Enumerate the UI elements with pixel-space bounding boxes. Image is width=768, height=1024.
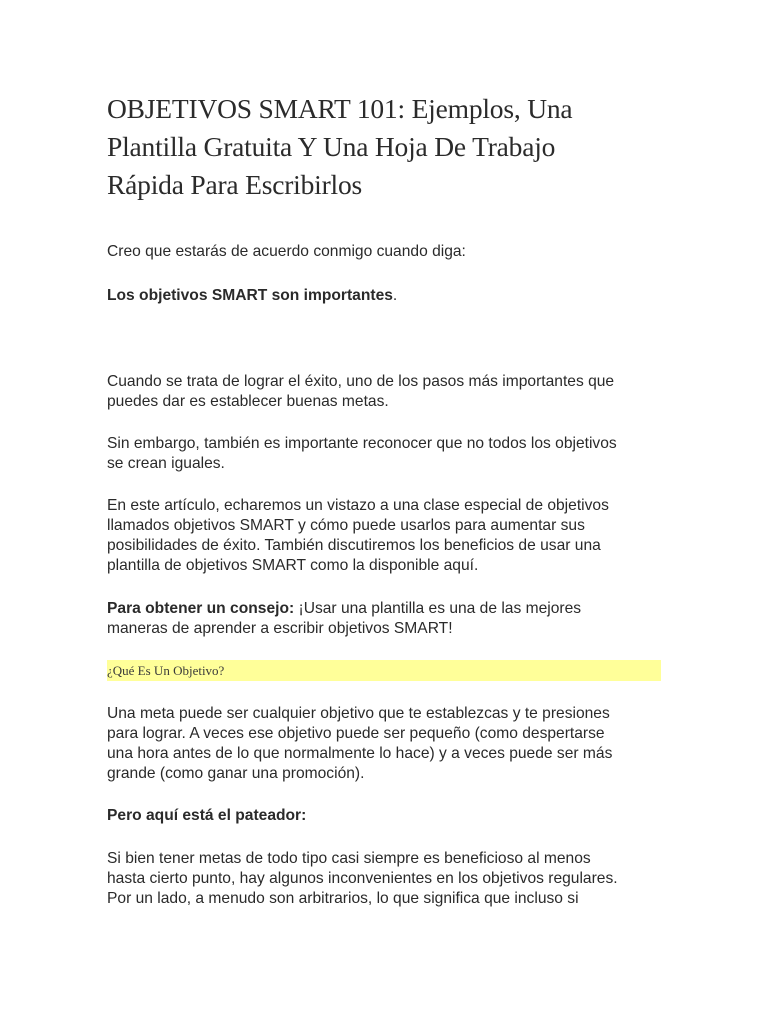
paragraph-line: Una meta puede ser cualquier objetivo que te establezcas y te presiones xyxy=(107,705,610,722)
intro-paragraph: Creo que estarás de acuerdo conmigo cuando diga: xyxy=(107,243,466,260)
paragraph-line: para lograr. A veces ese objetivo puede ser pequeño (como despertarse xyxy=(107,725,605,742)
paragraph-line: En este artículo, echaremos un vistazo a una clase especial de objetivos xyxy=(107,497,609,514)
paragraph-line: plantilla de objetivos SMART como la disponible aquí. xyxy=(107,557,479,574)
tip-paragraph xyxy=(107,599,687,639)
paragraph-line: una hora antes de lo que normalmente lo hace) y a veces puede ser más xyxy=(107,745,613,762)
article-title xyxy=(107,90,707,204)
paragraph-goal-definition xyxy=(107,704,687,784)
kicker-paragraph: Pero aquí está el pateador: xyxy=(107,807,307,824)
paragraph-line: Si bien tener metas de todo tipo casi siempre es beneficioso al menos xyxy=(107,850,591,867)
paragraph-line: Por un lado, a menudo son arbitrarios, lo que significa que incluso si xyxy=(107,890,579,907)
paragraph-success xyxy=(107,372,687,412)
statement-paragraph xyxy=(107,286,667,306)
tip-line xyxy=(107,599,687,619)
paragraph-not-equal xyxy=(107,434,687,474)
article-title-line: Rápida Para Escribirlos xyxy=(107,169,363,200)
paragraph-line: grande (como ganar una promoción). xyxy=(107,765,365,782)
statement-bold-text: Los objetivos SMART son importantes xyxy=(107,287,393,304)
paragraph-line: posibilidades de éxito. También discutiremos los beneficios de usar una xyxy=(107,537,601,554)
paragraph-line: puedes dar es establecer buenas metas. xyxy=(107,393,389,410)
paragraph-line: hasta cierto punto, hay algunos inconvenientes en los objetivos regulares. xyxy=(107,870,618,887)
section-heading-highlight xyxy=(107,660,661,681)
article-title-line: Plantilla Gratuita Y Una Hoja De Trabajo xyxy=(107,131,556,162)
section-heading: ¿Qué Es Un Objetivo? xyxy=(107,663,225,678)
statement-period: . xyxy=(392,287,398,304)
tip-label: Para obtener un consejo: xyxy=(107,600,295,617)
paragraph-line: Sin embargo, también es importante reconocer que no todos los objetivos xyxy=(107,435,617,452)
paragraph-article-overview xyxy=(107,496,687,576)
tip-line: maneras de aprender a escribir objetivos SMART! xyxy=(107,620,453,637)
paragraph-drawbacks xyxy=(107,849,687,909)
paragraph-line: se crean iguales. xyxy=(107,455,225,472)
tip-text: ¡Usar una plantilla es una de las mejores xyxy=(294,600,582,617)
paragraph-line: llamados objetivos SMART y cómo puede usarlos para aumentar sus xyxy=(107,517,585,534)
article-title-line: OBJETIVOS SMART 101: Ejemplos, Una xyxy=(107,93,573,124)
paragraph-line: Cuando se trata de lograr el éxito, uno de los pasos más importantes que xyxy=(107,373,615,390)
